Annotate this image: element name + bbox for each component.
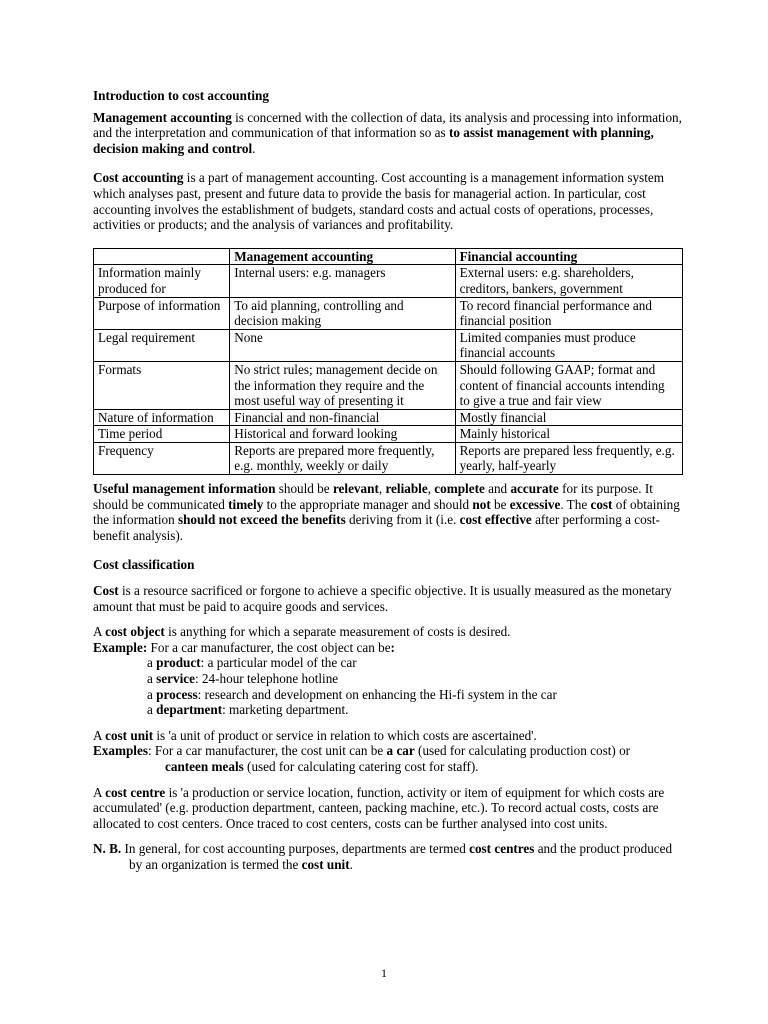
document-body: [93, 88, 683, 873]
table-cell: Formats: [94, 361, 230, 409]
table-cell: Legal requirement: [94, 329, 230, 361]
table-cell: Historical and forward looking: [230, 426, 455, 443]
table-cell: Frequency: [94, 442, 230, 474]
table-header-cell: Financial accounting: [455, 248, 682, 265]
paragraph-cost: Cost is a resource sacrificed or forgone to achieve a specific objective. It is usually measured as the monetary amount that must be paid to acquire goods and services.: [93, 583, 672, 614]
table-cell: Reports are prepared less frequently, e.g. yearly, half-yearly: [455, 442, 682, 474]
table-header-row: [94, 248, 683, 265]
paragraph-management-accounting: Management accounting is concerned with the collection of data, its analysis and processing into information, and the interpretation and communication of that information so as to assist management with planning, decision making and control.: [93, 109, 682, 156]
comparison-table: [93, 248, 683, 475]
table-cell: Reports are prepared more frequently, e.g. monthly, weekly or daily: [230, 442, 455, 474]
table-cell: Nature of information: [94, 409, 230, 426]
table-row: [94, 426, 683, 443]
cost-unit-example: Examples: For a car manufacturer, the cost unit can be a car (used for calculating production cost) or: [93, 743, 631, 759]
page-number: 1: [381, 966, 387, 980]
paragraph-useful-information: Useful management information should be relevant, reliable, complete and accurate for its purpose. It should be communicated timely to the appropriate manager and should not be excessive. The cost of obtaining the information should not exceed the benefits deriving from it (i.e. cost effective after performing a cost-benefit analysis).: [93, 481, 680, 543]
section-title: Introduction to cost accounting: [93, 88, 269, 103]
table-row: [94, 442, 683, 474]
paragraph-nota-bene: N. B. In general, for cost accounting purposes, departments are termed cost centres and the product produced by an organization is termed the cost unit.: [93, 841, 673, 872]
table-cell: External users: e.g. shareholders, creditors, bankers, government: [455, 265, 682, 297]
table-cell: Time period: [94, 426, 230, 443]
table-row: [94, 265, 683, 297]
table-row: [94, 361, 683, 409]
table-cell: To aid planning, controlling and decision making: [230, 297, 455, 329]
paragraph-cost-centre: A cost centre is 'a production or service location, function, activity or item of equipment for which costs are accumulated' (e.g. production department, canteen, packing machine, etc.). To record actual costs, costs are allocated to cost centers. Once traced to cost centers, costs can be further analysed into cost units.: [93, 784, 665, 831]
table-cell: To record financial performance and financial position: [455, 297, 682, 329]
table-cell: Purpose of information: [94, 297, 230, 329]
list-item: a service: 24-hour telephone hotline: [147, 671, 339, 686]
list-item: a product: a particular model of the car: [147, 655, 357, 671]
paragraph-cost-unit: A cost unit is 'a unit of product or service in relation to which costs are ascertained'.: [93, 727, 537, 743]
cost-unit-example-continued: canteen meals (used for calculating catering cost for staff).: [165, 758, 479, 774]
cost-object-example: Example: For a car manufacturer, the cost object can be:: [93, 639, 395, 655]
table-cell: No strict rules; management decide on the information they require and the most useful way of presenting it: [230, 361, 455, 409]
list-item: a process: research and development on enhancing the Hi-fi system in the car: [147, 686, 557, 702]
table-cell: Internal users: e.g. managers: [230, 265, 455, 297]
table-cell: Financial and non-financial: [230, 409, 455, 426]
paragraph-cost-accounting: Cost accounting is a part of management accounting. Cost accounting is a management information system which analyses past, present and future data to provide the basis for managerial action. In particular, cost accounting involves the establishment of budgets, standard costs and actual costs of operations, processes, activities or products; and the analysis of variances and profitability.: [93, 170, 664, 233]
paragraph-cost-object: A cost object is anything for which a separate measurement of costs is desired.: [93, 624, 511, 640]
table-cell: Should following GAAP; format and content of financial accounts intending to give a true and fair view: [455, 361, 682, 409]
table-row: [94, 409, 683, 426]
section-heading-cost-classification: Cost classification: [93, 557, 195, 573]
table-cell: Mostly financial: [455, 409, 682, 426]
table-cell: None: [230, 329, 455, 361]
table-row: [94, 329, 683, 361]
table-header-cell: Management accounting: [230, 248, 455, 265]
table-cell: Information mainly produced for: [94, 265, 230, 297]
table-header-cell: [94, 248, 230, 265]
list-item: a department: marketing department.: [147, 702, 349, 718]
table-cell: Limited companies must produce financial accounts: [455, 329, 682, 361]
table-row: [94, 297, 683, 329]
table-cell: Mainly historical: [455, 426, 682, 443]
